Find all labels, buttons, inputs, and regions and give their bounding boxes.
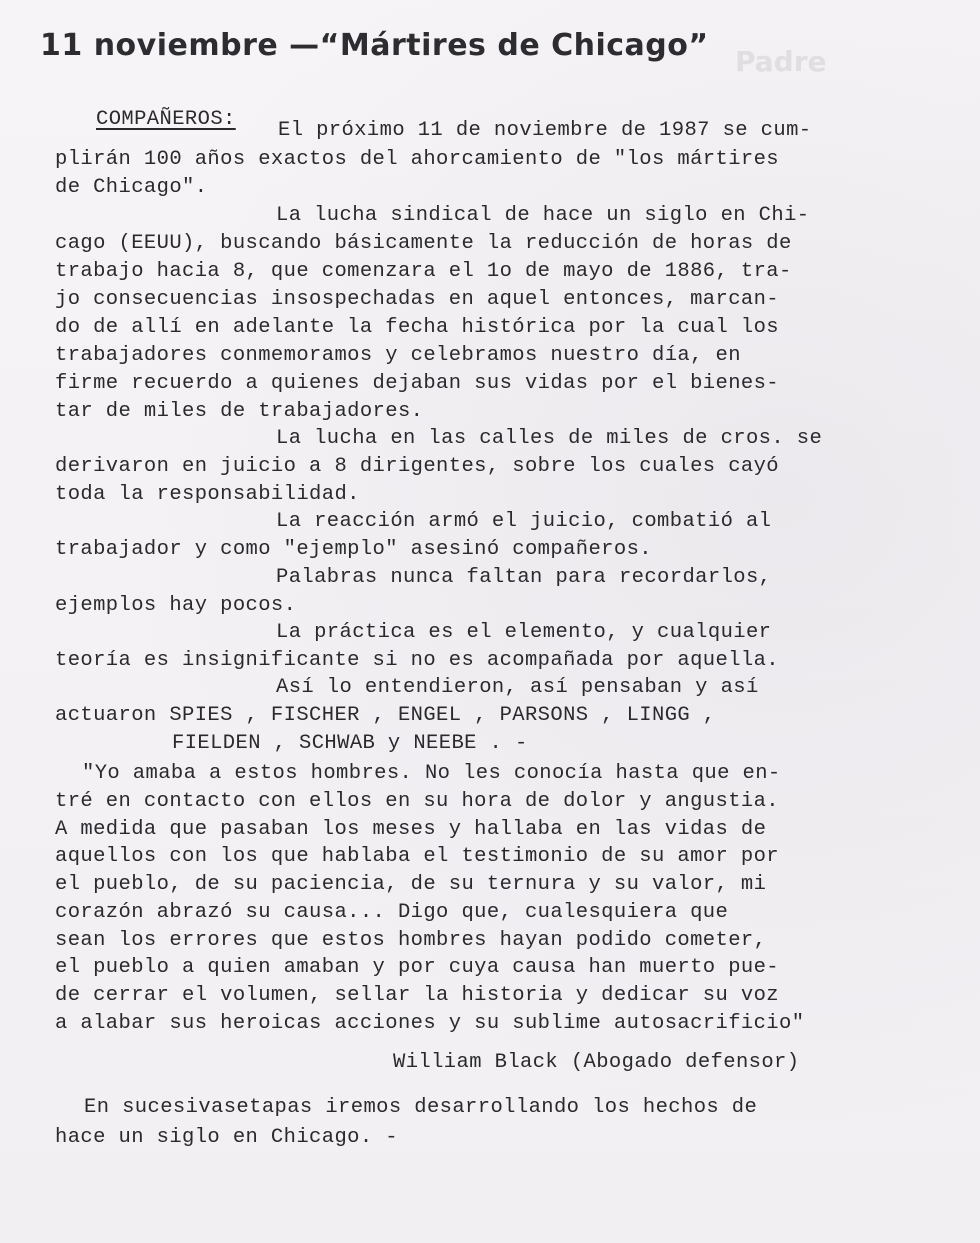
- quote-line: de cerrar el volumen, sellar la historia y dedicar su voz: [55, 984, 780, 1007]
- text-line: teoría es insignificante si no es acompañada por aquella.: [55, 649, 780, 672]
- quote-line: "Yo amaba a estos hombres. No les conocía hasta que en-: [82, 762, 781, 785]
- text-line: do de allí en adelante la fecha histórica por la cual los: [55, 316, 780, 339]
- text-line: Palabras nunca faltan para recordarlos,: [276, 566, 772, 589]
- quote-line: el pueblo a quien amaban y por cuya causa han muerto pue-: [55, 956, 780, 979]
- text-line: La lucha sindical de hace un siglo en Chi-: [276, 204, 810, 227]
- quote-line: a alabar sus heroicas acciones y su sublime autosacrificio": [55, 1012, 805, 1035]
- text-line: La reacción armó el juicio, combatió al: [276, 510, 772, 533]
- salutation: COMPAÑEROS:: [96, 108, 236, 131]
- quote-line: aquellos con los que hablaba el testimonio de su amor por: [55, 845, 780, 868]
- closing-line: En sucesivasetapas iremos desarrollando los hechos de: [84, 1096, 758, 1119]
- text-line: toda la responsabilidad.: [55, 483, 360, 506]
- closing-line: hace un siglo en Chicago. -: [55, 1126, 398, 1149]
- text-line: tar de miles de trabajadores.: [55, 400, 424, 423]
- text-line: trabajo hacia 8, que comenzara el 1o de mayo de 1886, tra-: [55, 260, 792, 283]
- quote-line: tré en contacto con ellos en su hora de dolor y angustia.: [55, 790, 780, 813]
- page-title: 11 noviembre —“Mártires de Chicago”: [40, 28, 709, 63]
- quote-line: corazón abrazó su causa... Digo que, cualesquiera que: [55, 901, 729, 924]
- text-line: El próximo 11 de noviembre de 1987 se cum-: [278, 119, 812, 142]
- quote-attribution: William Black (Abogado defensor): [393, 1051, 800, 1074]
- text-line: plirán 100 años exactos del ahorcamiento de "los mártires: [55, 148, 780, 171]
- bleed-through-text: Padre: [735, 45, 827, 78]
- text-line: Así lo entendieron, así pensaban y así: [276, 676, 759, 699]
- text-line: firme recuerdo a quienes dejaban sus vidas por el bienes-: [55, 372, 780, 395]
- text-line: jo consecuencias insospechadas en aquel entonces, marcan-: [55, 288, 780, 311]
- text-line: de Chicago".: [55, 176, 208, 199]
- quote-line: A medida que pasaban los meses y hallaba en las vidas de: [55, 818, 767, 841]
- text-line: trabajadores conmemoramos y celebramos nuestro día, en: [55, 344, 741, 367]
- text-line: actuaron SPIES , FISCHER , ENGEL , PARSONS , LINGG ,: [55, 704, 716, 727]
- text-line: La práctica es el elemento, y cualquier: [276, 621, 772, 644]
- text-line: derivaron en juicio a 8 dirigentes, sobre los cuales cayó: [55, 455, 780, 478]
- quote-line: el pueblo, de su paciencia, de su ternura y su valor, mi: [55, 873, 767, 896]
- quote-line: sean los errores que estos hombres hayan podido cometer,: [55, 929, 767, 952]
- text-line: cago (EEUU), buscando básicamente la reducción de horas de: [55, 232, 792, 255]
- text-line: FIELDEN , SCHWAB y NEEBE . -: [172, 732, 528, 755]
- text-line: ejemplos hay pocos.: [55, 594, 297, 617]
- text-line: La lucha en las calles de miles de cros. se: [276, 427, 823, 450]
- text-line: trabajador y como "ejemplo" asesinó compañeros.: [55, 538, 652, 561]
